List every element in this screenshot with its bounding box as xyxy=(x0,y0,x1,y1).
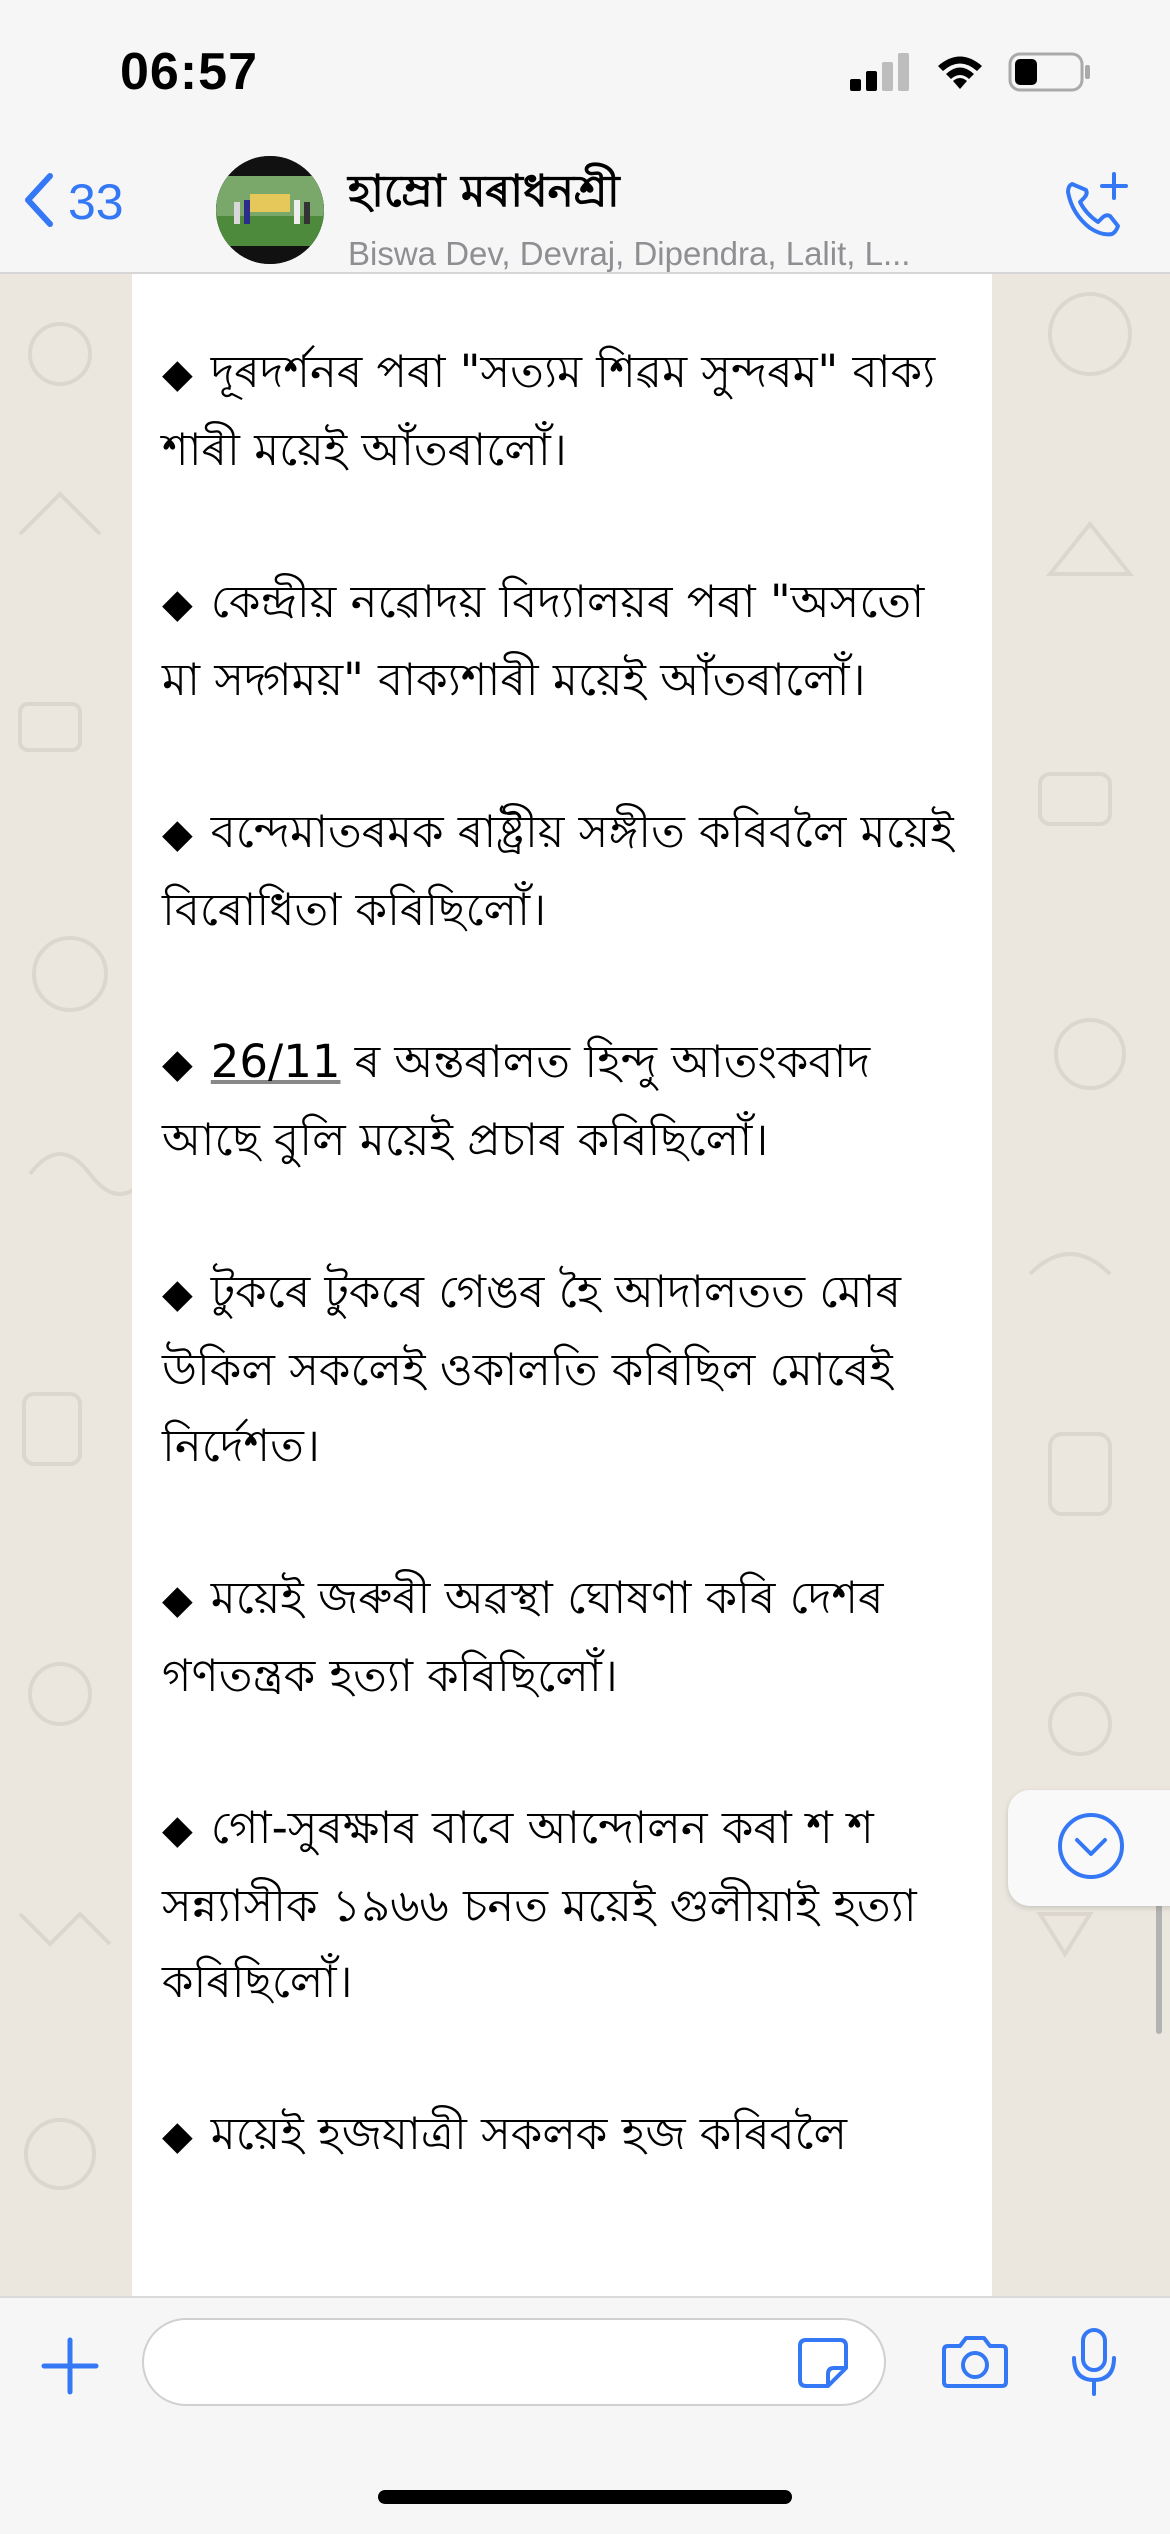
message-paragraph xyxy=(162,794,962,948)
message-paragraph xyxy=(162,2096,962,2174)
voice-message-button[interactable] xyxy=(1068,2326,1120,2404)
scroll-to-bottom-button[interactable] xyxy=(1008,1790,1170,1906)
chat-area[interactable] xyxy=(0,274,1170,2296)
wifi-icon xyxy=(934,53,986,95)
chat-info[interactable] xyxy=(348,158,1008,273)
paragraph-text: টুকৰে টুকৰে গেঙৰ হৈ আদালতত মোৰ উকিল সকলেই ওকালতি কৰিছিল মোৰেই নিৰ্দেশত। xyxy=(162,1265,901,1472)
add-call-icon xyxy=(1058,229,1134,248)
group-avatar[interactable] xyxy=(216,156,324,264)
bullet-diamond: ◆ xyxy=(162,1807,193,1853)
plus-icon xyxy=(38,2383,102,2402)
bullet-diamond: ◆ xyxy=(162,811,193,857)
paragraph-text: দূৰদৰ্শনৰ পৰা "সত্যম শিৱম সুন্দৰম" বাক্য শাৰী ময়েই আঁতৰালোঁ। xyxy=(162,345,936,476)
message-paragraph xyxy=(162,564,962,718)
unread-count: 33 xyxy=(68,174,124,230)
battery-icon xyxy=(1008,52,1092,96)
message-input[interactable] xyxy=(142,2318,886,2406)
group-name: হাম্ৰো মৰাধনশ্ৰী xyxy=(348,166,620,217)
message-paragraph xyxy=(162,1254,962,1484)
microphone-icon xyxy=(1068,2385,1120,2404)
paragraph-text: ময়েই জৰুৰী অৱস্থা ঘোষণা কৰি দেশৰ গণতন্ত্ৰক হত্যা কৰিছিলোঁ। xyxy=(162,1571,884,1702)
chat-header xyxy=(0,150,1170,274)
paragraph-text: ৰ অন্তৰালত হিন্দু আতংকবাদ আছে বুলি ময়েই প্ৰচাৰ কৰিছিলোঁ। xyxy=(162,1035,871,1166)
message-paragraph xyxy=(162,334,962,488)
bullet-diamond: ◆ xyxy=(162,1271,193,1317)
add-call-button[interactable] xyxy=(1058,168,1134,248)
message-bubble[interactable] xyxy=(132,274,992,2296)
message-paragraph xyxy=(162,1024,962,1178)
signal-icon xyxy=(850,53,912,95)
bullet-diamond: ◆ xyxy=(162,1577,193,1623)
bullet-diamond: ◆ xyxy=(162,2113,193,2159)
chevron-left-icon xyxy=(22,172,54,232)
status-icons xyxy=(850,52,1092,96)
bullet-diamond: ◆ xyxy=(162,351,193,397)
status-bar xyxy=(0,0,1170,150)
sticker-icon xyxy=(796,2375,850,2394)
message-paragraph xyxy=(162,1560,962,1714)
group-members: Biswa Dev, Devraj, Dipendra, Lalit, L... xyxy=(348,235,911,272)
message-text xyxy=(162,334,962,2250)
back-button[interactable] xyxy=(22,172,124,232)
bullet-diamond: ◆ xyxy=(162,1041,193,1087)
camera-icon xyxy=(940,2375,1010,2394)
sticker-button[interactable] xyxy=(796,2336,850,2394)
paragraph-text: কেন্দ্ৰীয় নৱোদয় বিদ্যালয়ৰ পৰা "অসতো মা সদ্গময়" বাক্যশাৰী ময়েই আঁতৰালোঁ। xyxy=(162,575,925,706)
status-time: 06:57 xyxy=(120,43,258,101)
date-link[interactable]: 26/11 xyxy=(210,1035,341,1088)
home-indicator xyxy=(378,2490,792,2504)
chevron-down-circle-icon xyxy=(1055,1810,1127,1886)
attach-button[interactable] xyxy=(38,2334,102,2402)
paragraph-text: বন্দেমাতৰমক ৰাষ্ট্ৰীয় সঙ্গীত কৰিবলৈ ময়েই বিৰোধিতা কৰিছিলোঁ। xyxy=(162,805,954,936)
camera-button[interactable] xyxy=(940,2332,1010,2394)
paragraph-text: ময়েই হজযাত্ৰী সকলক হজ কৰিবলৈ xyxy=(210,2107,848,2160)
bullet-diamond: ◆ xyxy=(162,581,193,627)
paragraph-text: গো-সুৰক্ষাৰ বাবে আন্দোলন কৰা শ শ সন্ন্যাসীক ১৯৬৬ চনত ময়েই গুলীয়াই হত্যা কৰিছিলোঁ। xyxy=(162,1801,917,2008)
message-paragraph xyxy=(162,1790,962,2020)
